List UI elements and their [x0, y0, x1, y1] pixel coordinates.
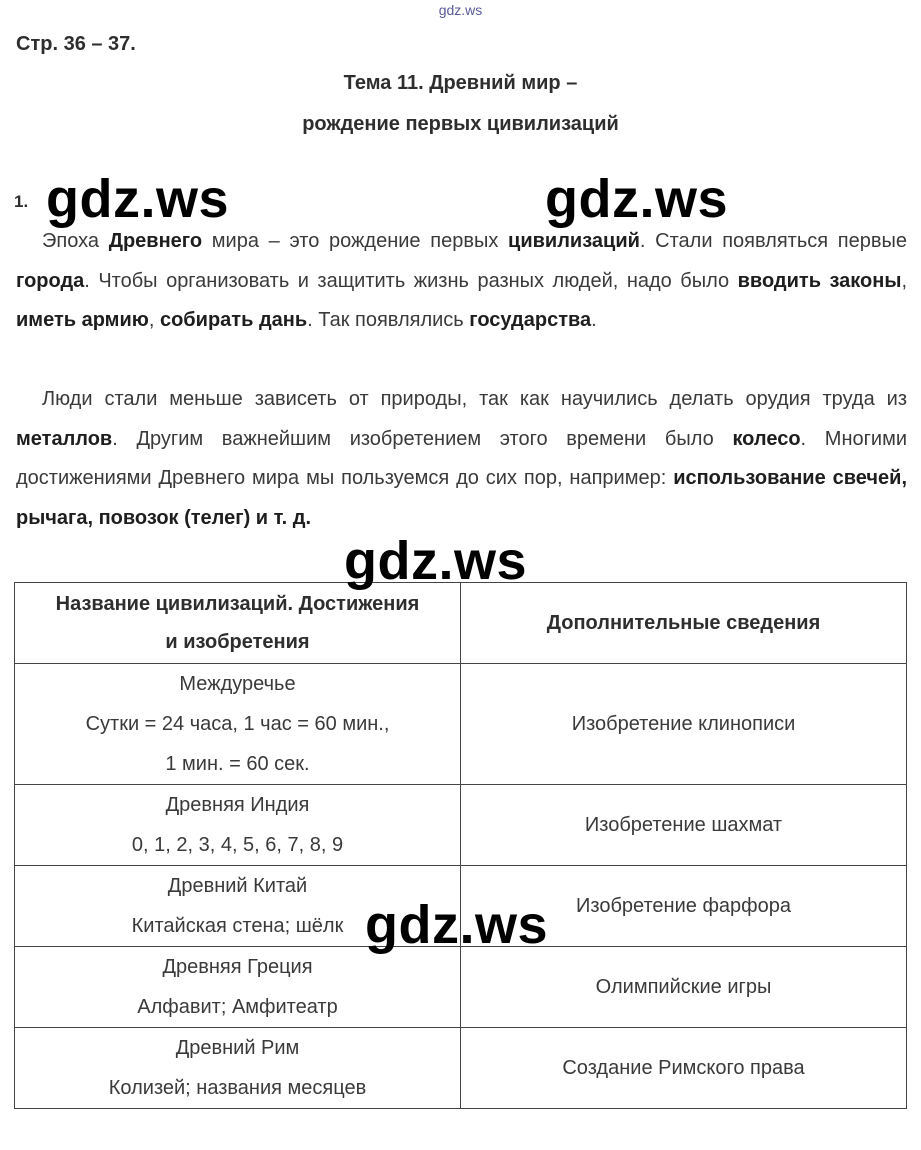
civilization-cell: Древний Рим Колизей; названия месяцев [15, 1028, 461, 1109]
topic-title-line2: рождение первых цивилизаций [302, 113, 619, 135]
header-civilization: Название цивилизаций. Достижения и изобретения [15, 583, 461, 664]
table-row [15, 664, 907, 785]
table-row [15, 785, 907, 866]
table-row [15, 1028, 907, 1109]
watermark: gdz.ws [545, 169, 729, 229]
info-cell: Изобретение фарфора [461, 866, 907, 947]
page-reference: Стр. 36 – 37. [16, 33, 136, 55]
table-row [15, 947, 907, 1028]
header-additional-info: Дополнительные сведения [461, 583, 907, 664]
watermark: gdz.ws [344, 531, 528, 591]
civilization-cell: Междуречье Сутки = 24 часа, 1 час = 60 мин., 1 мин. = 60 сек. [15, 664, 461, 785]
info-cell: Изобретение клинописи [461, 664, 907, 785]
civilizations-table [14, 582, 907, 1109]
topic-title-line1: Тема 11. Древний мир – [343, 72, 578, 94]
watermark: gdz.ws [46, 169, 230, 229]
info-cell: Изобретение шахмат [461, 785, 907, 866]
info-cell: Олимпийские игры [461, 947, 907, 1028]
civilization-cell: Древняя Греция Алфавит; Амфитеатр [15, 947, 461, 1028]
civilization-cell: Древняя Индия 0, 1, 2, 3, 4, 5, 6, 7, 8, 9 [15, 785, 461, 866]
info-cell: Создание Римского права [461, 1028, 907, 1109]
watermark-top: gdz.ws [438, 2, 483, 18]
paragraph-2: Люди стали меньше зависеть от природы, так как научились делать орудия труда из металлов. Другим важнейшим изобретением этого времени было колесо. Многими достижениями Древнего мира мы пользуемся до сих пор, например: использование свечей, рычага, повозок (телег) и т. д. [16, 388, 907, 529]
watermark: gdz.ws [365, 895, 549, 955]
table-header-row [15, 583, 907, 664]
task-number: 1. [14, 192, 29, 211]
civilization-cell: Древний Китай Китайская стена; шёлк [15, 866, 461, 947]
paragraph-1: Эпоха Древнего мира – это рождение первых цивилизаций. Стали появляться первые города. Чтобы организовать и защитить жизнь разных людей, надо было вводить законы, иметь армию, собирать дань. Так появлялись государства. [16, 230, 907, 331]
